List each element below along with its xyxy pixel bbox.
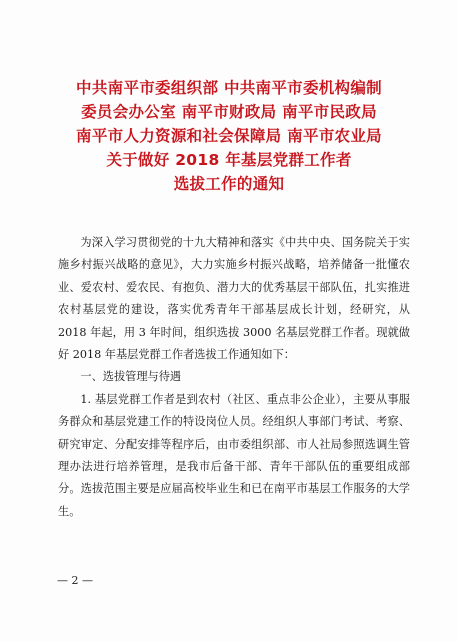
title-line-4: 关于做好 2018 年基层党群工作者 (106, 151, 352, 169)
intro-paragraph: 为深入学习贯彻党的十九大精神和落实《中共中央、国务院关于实施乡村振兴战略的意见》，大力实施乡村振兴战略，培养储备一批懂农业、爱农村、爱农民、有抱负、潜力大的优秀基层干部队伍，扎实推进农村基层党的建设，落实优秀青年干部基层成长计划，经研究，从 2018 年起，用 3 年时间，组织选拔 3000 名基层党群工作者。现就做好 2018 年基层党群工作者选拔工作通知如下： (58, 236, 410, 362)
document-title (0, 76, 458, 196)
section-heading: 一、选拔管理与待遇 (80, 370, 182, 384)
document-body (58, 232, 410, 523)
title-line-2: 委员会办公室 南平市财政局 南平市民政局 (81, 103, 377, 121)
page-number: — 2 — (57, 574, 93, 587)
section-paragraph: 1. 基层党群工作者是到农村（社区、重点非公企业），主要从事服务群众和基层党建工作的特设岗位人员。经组织人事部门考试、考察、研究审定、分配安排等程序后，由市委组织部、市人社局参照选调生管理办法进行培养管理，是我市后备干部、青年干部队伍的重要组成部分。选拔范围主要是应届高校毕业生和已在南平市基层工作服务的大学生。 (58, 392, 410, 518)
title-line-3: 南平市人力资源和社会保障局 南平市农业局 (76, 127, 382, 145)
title-line-5: 选拔工作的通知 (173, 175, 285, 193)
title-line-1: 中共南平市委组织部 中共南平市委机构编制 (76, 79, 382, 97)
